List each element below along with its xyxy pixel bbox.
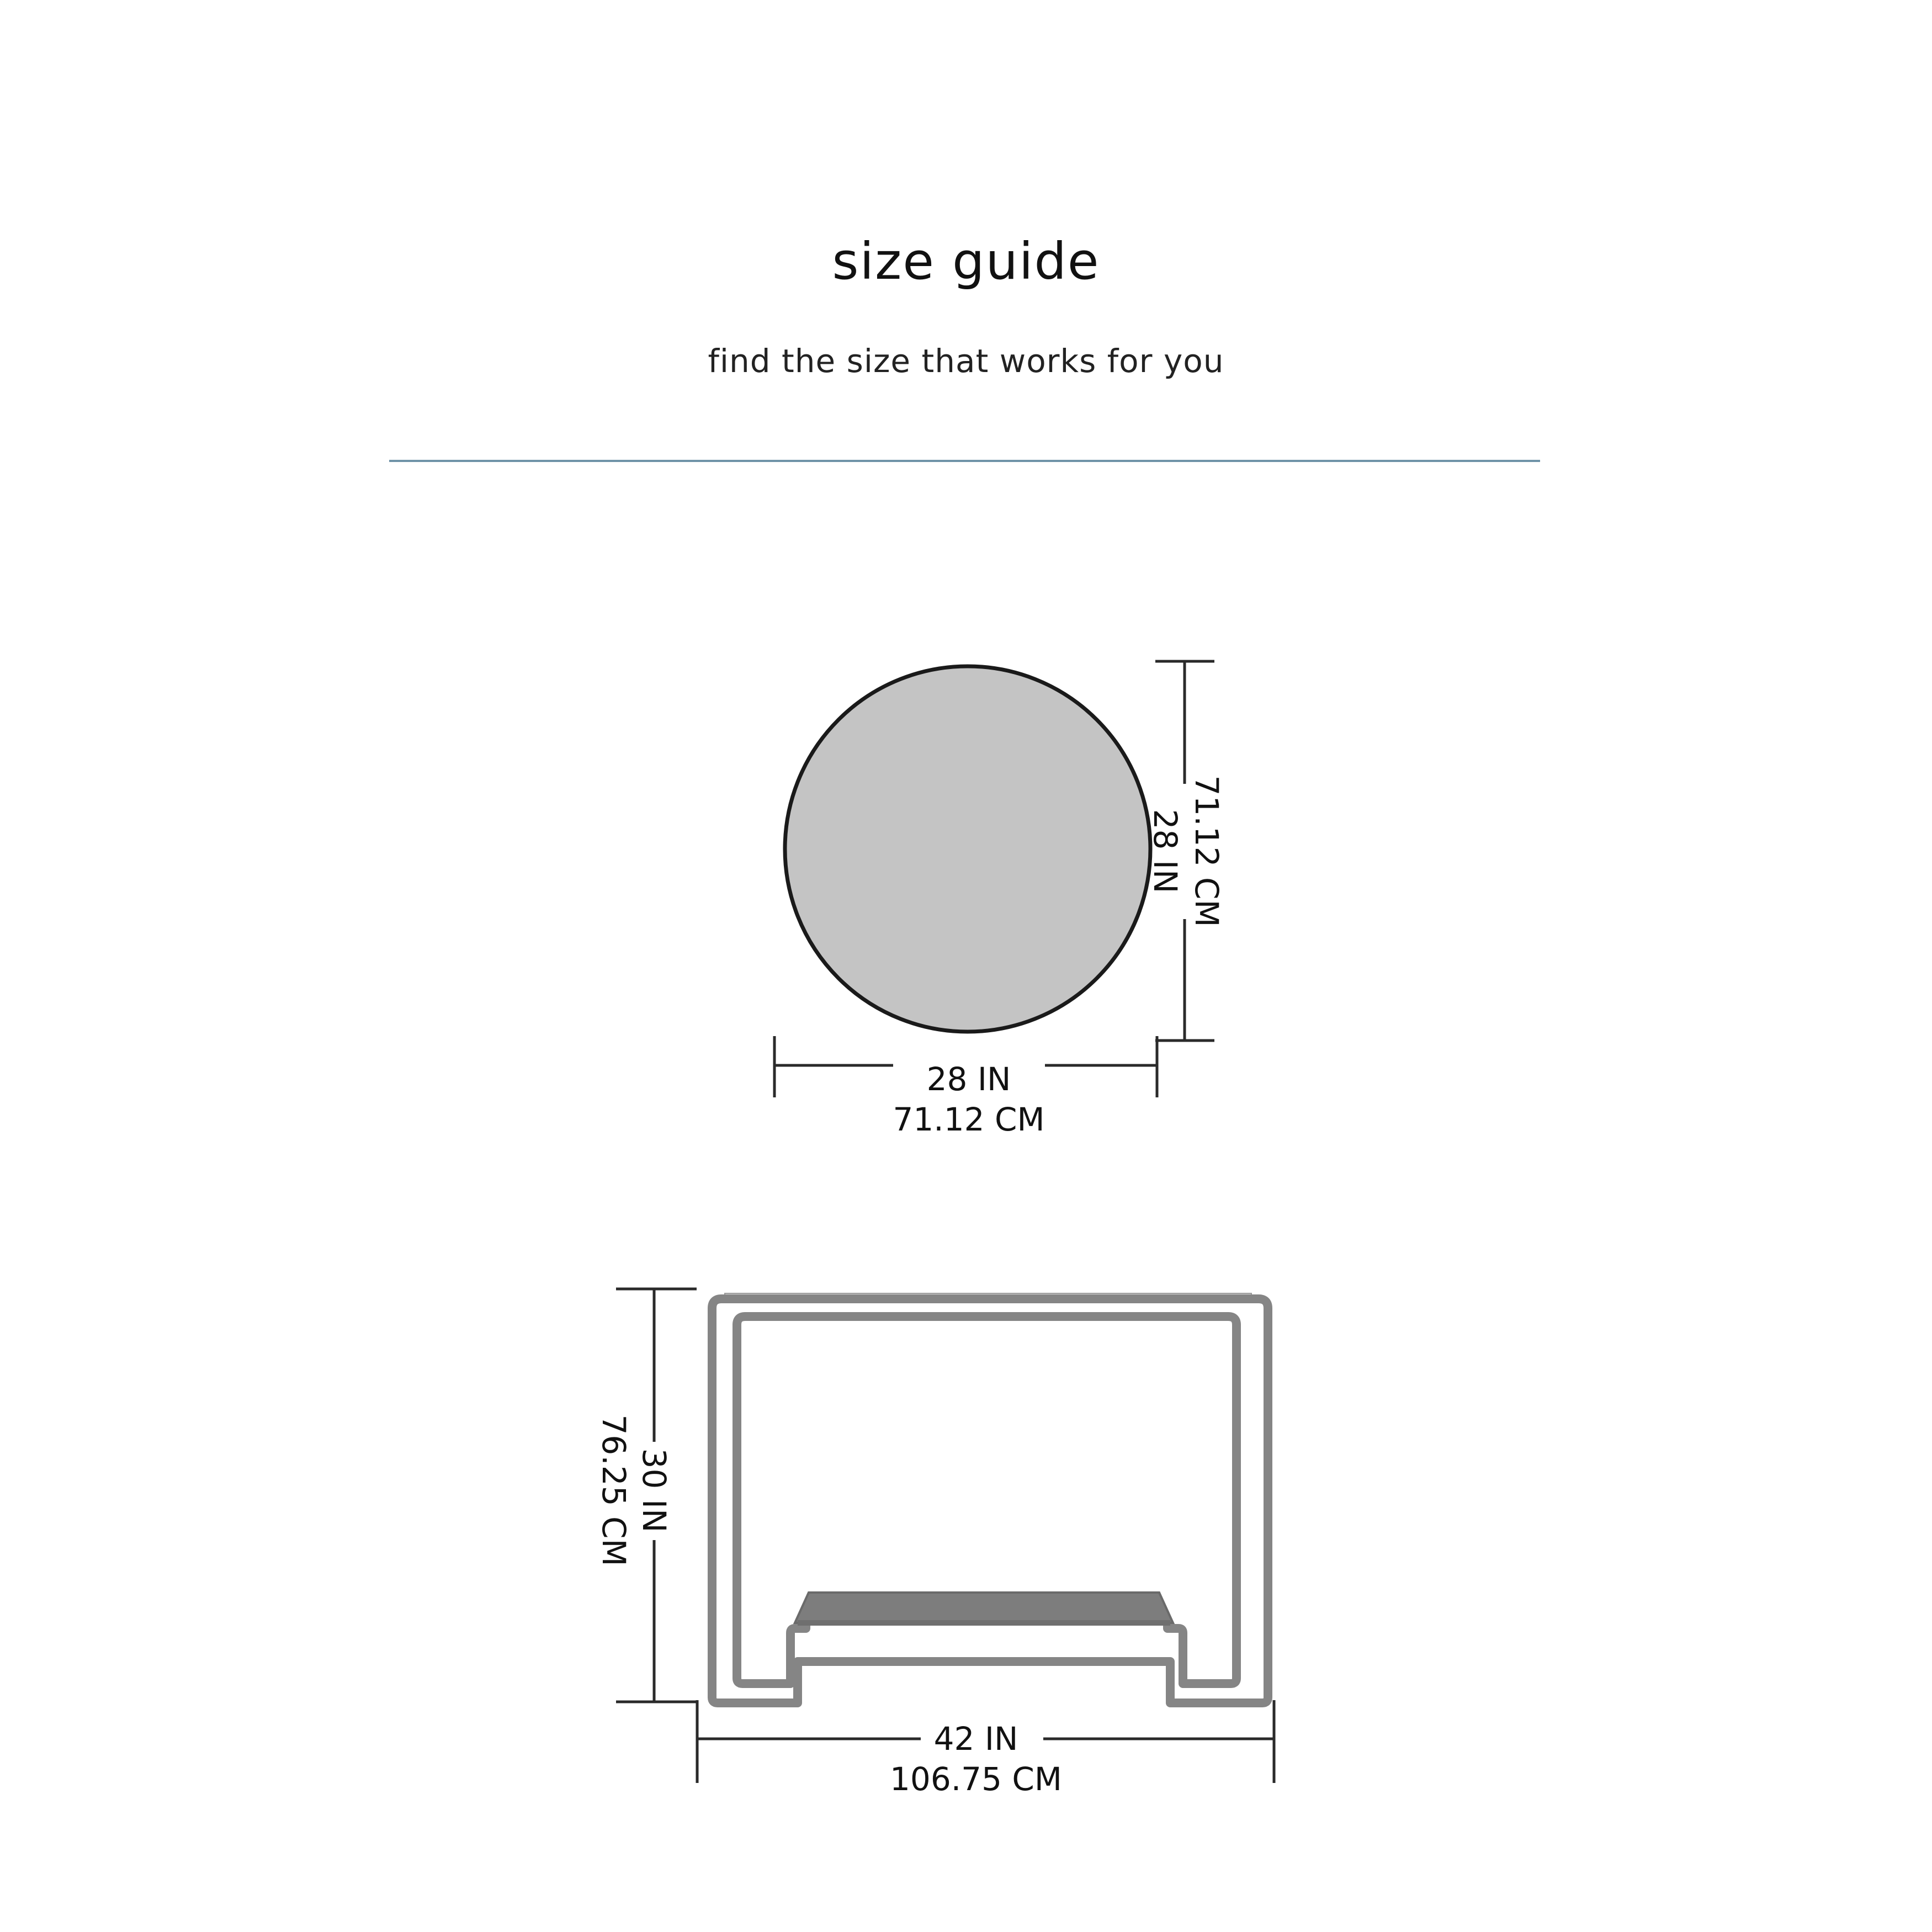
page-subtitle: find the size that works for you	[708, 342, 1224, 380]
top-view-diagram	[774, 661, 1225, 1138]
front-height-inches-label: 30 IN	[635, 1448, 673, 1533]
front-view-diagram	[595, 1289, 1274, 1798]
table-top-circle	[785, 666, 1150, 1032]
front-height-cm-label: 76.25 CM	[595, 1414, 633, 1567]
front-height-label-group	[595, 1414, 673, 1566]
top-depth-inches-label: 28 IN	[1147, 809, 1184, 894]
front-width-inches-label: 42 IN	[933, 1720, 1018, 1758]
top-width-cm-label: 71.12 CM	[893, 1101, 1045, 1138]
front-width-cm-label: 106.75 CM	[890, 1760, 1062, 1798]
top-depth-cm-label: 71.12 CM	[1188, 775, 1225, 927]
bottom-shelf	[795, 1593, 1173, 1623]
top-depth-label-group	[1147, 775, 1225, 927]
shelf-edge	[798, 1620, 1170, 1626]
page-title: size guide	[832, 232, 1100, 291]
top-width-inches-label: 28 IN	[926, 1060, 1011, 1098]
inner-frame	[737, 1317, 1236, 1684]
